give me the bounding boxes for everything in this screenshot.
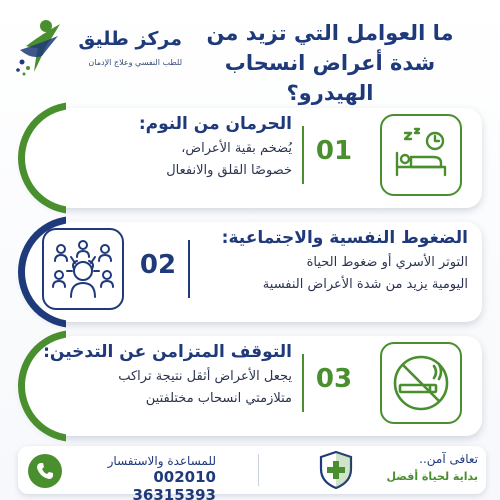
logo-figure-icon [12, 16, 74, 78]
card-icon-frame [42, 228, 124, 310]
factor-card-3 [22, 332, 482, 438]
phone-icon [34, 460, 56, 482]
card-title: الحرمان من النوم: [138, 114, 292, 134]
card-text [42, 338, 292, 410]
brand-name: مركز طليق [78, 28, 182, 50]
phone-number[interactable]: 002010 36315393 [132, 468, 216, 500]
factor-card-2 [22, 218, 482, 324]
page-title [180, 18, 480, 118]
card-desc-line-2: اليومية يزيد من شدة الأعراض النفسية [262, 277, 468, 292]
sleeping-person-icon [391, 127, 451, 183]
title-line-1: ما العوامل التي تزيد من [206, 21, 454, 45]
no-smoking-icon [390, 352, 452, 414]
whatsapp-phone-icon[interactable] [28, 454, 62, 488]
stressed-person-icon [51, 239, 115, 299]
card-number: 01 [315, 136, 353, 166]
card-desc-line-2: متلازمتي انسحاب مختلفتين [145, 391, 292, 406]
card-text [198, 224, 468, 296]
card-desc-line-2: خصوصًا القلق والانفعال [166, 163, 292, 178]
card-icon-frame [380, 114, 462, 196]
card-separator [188, 240, 190, 298]
title-line-2: شدة أعراض انسحاب الهيدرو؟ [224, 51, 436, 105]
card-text [42, 110, 292, 182]
card-title: التوقف المتزامن عن التدخين: [43, 342, 292, 362]
slogan-line-1: تعافى آمن.. [419, 452, 478, 466]
footer-bar [18, 446, 486, 500]
factor-card-1 [22, 104, 482, 210]
card-desc-line-1: التوتر الأسري أو ضغوط الحياة [306, 255, 468, 270]
card-icon-frame [380, 342, 462, 424]
slogan-line-2: بداية لحياة أفضل [386, 470, 478, 483]
card-title: الضغوط النفسية والاجتماعية: [221, 228, 468, 248]
card-separator [302, 126, 304, 184]
card-number: 03 [315, 364, 353, 394]
card-desc-line-1: يجعل الأعراض أثقل نتيجة تراكب [118, 369, 292, 384]
brand-tagline: للطب النفسي وعلاج الإدمان [88, 58, 182, 67]
brand-logo [10, 14, 180, 84]
footer-divider [258, 454, 259, 486]
card-number: 02 [139, 250, 177, 280]
shield-cross-icon [318, 450, 354, 490]
card-desc-line-1: يُضخم بقية الأعراض، [181, 141, 292, 156]
card-separator [302, 354, 304, 412]
help-label: للمساعدة والاستفسار [107, 454, 216, 468]
